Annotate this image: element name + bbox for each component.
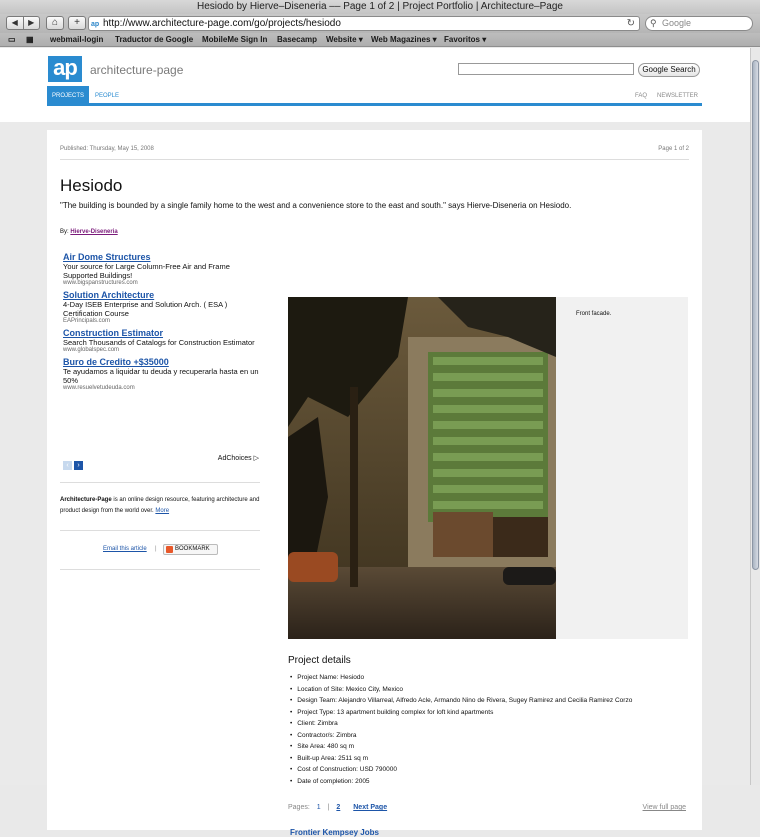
search-icon: ⚲: [650, 18, 657, 28]
address-bar[interactable]: [88, 16, 640, 31]
article-deck: "The building is bounded by a single family home to the west and a convenience store to the east and south." says Hierve-Diseneria on Hesiodo.: [60, 201, 572, 210]
page-viewport: [0, 48, 750, 837]
article-content: [47, 130, 702, 837]
divider: [60, 569, 260, 570]
list-item: • Site Area: 480 sq m: [290, 741, 690, 753]
list-item: • Contractor/s: Zimbra: [290, 730, 690, 742]
publish-date: Published: Thursday, May 15, 2008: [60, 146, 154, 152]
forward-icon[interactable]: ▶: [23, 17, 40, 29]
ad-body: Te ayudamos a liquidar tu deuda y recuperarla hasta en un 50%: [63, 367, 259, 385]
grid-icon[interactable]: ▦: [26, 35, 34, 44]
email-article-link[interactable]: Email this article: [103, 546, 147, 552]
pager-separator: |: [327, 804, 330, 811]
bookmark-website[interactable]: Website ▾: [326, 35, 363, 44]
list-item: • Location of Site: Mexico City, Mexico: [290, 684, 690, 696]
ad-item: [63, 290, 263, 325]
google-search-button[interactable]: Google Search: [638, 63, 700, 77]
list-item: • Cost of Construction: USD 790000: [290, 764, 690, 776]
page-title: Hesiodo: [60, 176, 123, 195]
adchoices-label: AdChoices: [217, 455, 252, 462]
photo-caption: Front facade.: [576, 311, 612, 317]
scrollbar-thumb[interactable]: [752, 60, 759, 570]
list-item: • Client: Zimbra: [290, 718, 690, 730]
about-blurb: [60, 495, 260, 517]
ad-body: 4-Day ISEB Enterprise and Solution Arch. ( ESA ) Certification Course: [63, 300, 228, 318]
ad-item: [63, 328, 263, 354]
ad-prev-icon[interactable]: ‹: [63, 461, 72, 470]
window-title: Hesiodo by Hierve–Diseneria –– Page 1 of 2 | Project Portfolio | Architecture–Page: [0, 0, 760, 14]
caption-panel: [556, 297, 688, 639]
tab-people[interactable]: PEOPLE: [95, 93, 120, 99]
list-item: • Design Team: Alejandro Villarreal, Alfredo Acle, Armando Nino de Rivera, Sugey Ramirez and Cecilia Ramirez Corzo: [290, 695, 690, 707]
ad-navigation: [63, 454, 263, 469]
ad-url[interactable]: www.resuelvetudeuda.com: [63, 385, 135, 391]
reload-icon[interactable]: ↻: [626, 18, 635, 29]
about-text: is an online design resource, featuring architecture and product design from the world over.: [60, 497, 260, 514]
list-item: • Project Name: Hesiodo: [290, 672, 690, 684]
page-2-link[interactable]: 2: [336, 804, 341, 811]
ad-next-icon[interactable]: ›: [74, 461, 83, 470]
site-logo[interactable]: ap: [48, 56, 82, 82]
site-nav: [47, 86, 702, 106]
ad-item: [63, 252, 263, 287]
tab-newsletter[interactable]: NEWSLETTER: [657, 93, 699, 99]
list-item: • Built-up Area: 2511 sq m: [290, 753, 690, 765]
tab-faq[interactable]: FAQ: [635, 93, 648, 99]
pages-label: Pages:: [288, 804, 310, 811]
adchoices-link[interactable]: [218, 454, 259, 462]
bookmark-webmail[interactable]: webmail-login: [50, 35, 104, 44]
bookmark-mobileme[interactable]: MobileMe Sign In: [202, 35, 268, 44]
add-bookmark-button[interactable]: +: [68, 16, 86, 30]
by-label: By:: [60, 229, 69, 235]
page-indicator: Page 1 of 2: [658, 146, 689, 152]
nav-buttons: [6, 16, 40, 30]
front-facade-image: [288, 297, 556, 639]
ad-body: Your source for Large Column-Free Air and Frame Supported Buildings!: [63, 262, 230, 280]
ad-title[interactable]: Solution Architecture: [63, 290, 155, 300]
site-name[interactable]: architecture-page: [90, 63, 184, 77]
bookmark-button[interactable]: [163, 544, 218, 555]
divider: [60, 530, 260, 531]
scrollbar[interactable]: [750, 48, 760, 785]
list-item: • Date of completion: 2005: [290, 776, 690, 788]
bookmark-web-magazines[interactable]: Web Magazines ▾: [371, 35, 437, 44]
project-details-title: Project details: [288, 655, 351, 666]
bookmark-icon: [166, 546, 173, 553]
ad-url[interactable]: EAPrincipals.com: [63, 318, 111, 324]
adchoices-icon: ▷: [253, 455, 259, 462]
share-separator: |: [155, 546, 157, 552]
pagination: [288, 804, 686, 811]
favicon-icon: ap: [91, 21, 100, 28]
project-details-list: [290, 672, 690, 787]
url-text: http://www.architecture-page.com/go/projects/hesiodo: [103, 18, 341, 29]
open-book-icon[interactable]: ▭: [8, 35, 16, 44]
list-item: • Project Type: 13 apartment building complex for loft kind apartments: [290, 707, 690, 719]
byline: [60, 229, 118, 235]
about-brand: Architecture-Page: [60, 497, 112, 503]
ad-url[interactable]: www.globalspec.com: [63, 347, 120, 353]
bookmark-label: BOOKMARK: [175, 546, 210, 552]
ad-title[interactable]: Air Dome Structures: [63, 252, 151, 262]
bookmarks-bar: [0, 33, 760, 47]
bookmark-traductor[interactable]: Traductor de Google: [115, 35, 194, 44]
ad-title[interactable]: Construction Estimator: [63, 328, 164, 338]
bookmark-favoritos[interactable]: Favoritos ▾: [444, 35, 487, 44]
related-link[interactable]: Frontier Kempsey Jobs: [290, 828, 379, 837]
page-1-link[interactable]: 1: [316, 804, 321, 811]
about-more-link[interactable]: More: [155, 508, 170, 514]
browser-toolbar: [0, 14, 760, 33]
ads-block: [63, 252, 263, 395]
tab-projects[interactable]: PROJECTS: [47, 86, 89, 106]
ad-body: Search Thousands of Catalogs for Construction Estimator: [63, 338, 255, 347]
site-header: [0, 48, 750, 122]
divider: [60, 482, 260, 483]
back-icon[interactable]: ◀: [11, 18, 18, 27]
search-placeholder: Google: [662, 18, 692, 28]
project-photo[interactable]: [288, 297, 556, 639]
view-full-page-link[interactable]: View full page: [642, 804, 686, 811]
next-page-link[interactable]: Next Page: [353, 804, 388, 811]
author-link[interactable]: Hierve-Diseneria: [70, 229, 118, 235]
ad-item: [63, 357, 263, 392]
ad-url[interactable]: www.bigspanstructures.com: [63, 280, 138, 286]
browser-search-field[interactable]: [645, 16, 753, 31]
site-search-input[interactable]: [458, 63, 634, 75]
publish-bar: [60, 142, 689, 160]
bookmarks-menu-icon[interactable]: ⌂: [46, 16, 64, 30]
bookmark-basecamp[interactable]: Basecamp: [277, 35, 318, 44]
ad-title[interactable]: Buro de Credito +$35000: [63, 357, 169, 367]
